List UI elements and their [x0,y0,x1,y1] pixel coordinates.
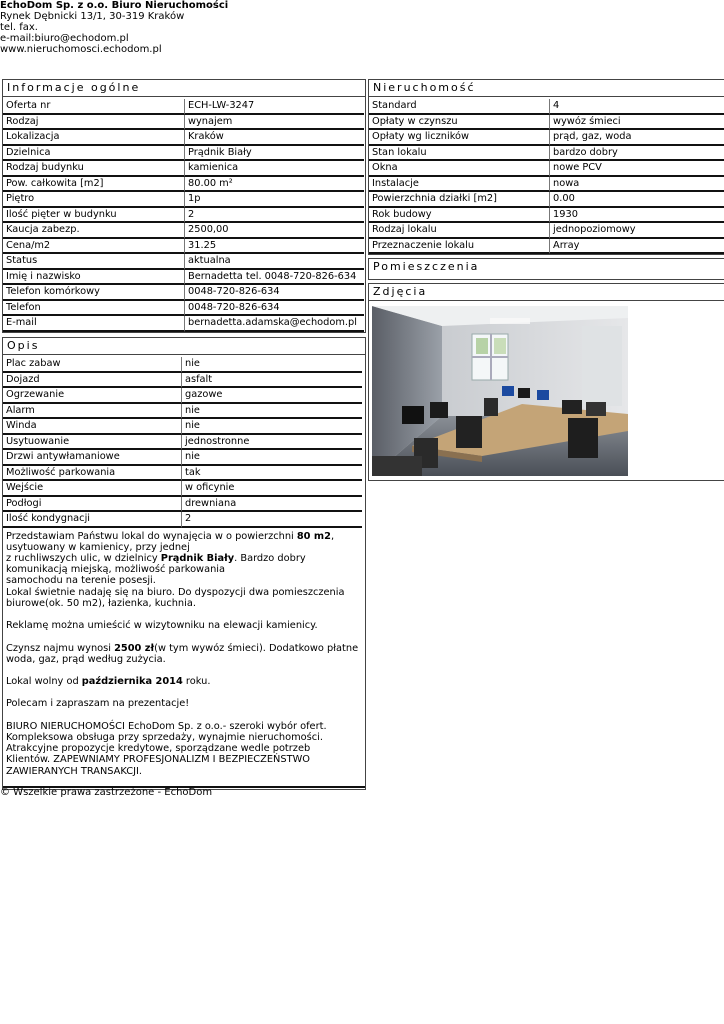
general-info-value: 0048-720-826-634 [184,301,364,317]
property-label: Rok budowy [369,208,549,224]
description-label: Ogrzewanie [3,388,181,404]
company-website: www.nieruchomosci.echodom.pl [0,44,162,55]
general-info-value: wynajem [184,115,364,131]
description-value: gazowe [181,388,362,404]
property-row [369,192,724,208]
general-info-value: kamienica [184,161,364,177]
property-section [368,79,724,255]
property-label: Powierzchnia działki [m2] [369,192,549,208]
property-label: Instalacje [369,177,549,193]
general-info-row [3,316,365,332]
description-value: nie [181,357,362,373]
general-info-value[interactable]: bernadetta.adamska@echodom.pl [184,316,364,332]
general-info-label: Piętro [3,192,184,208]
property-label: Przeznaczenie lokalu [369,239,549,255]
general-info-section [2,79,366,333]
description-row [3,481,365,497]
description-value: asfalt [181,373,362,389]
description-value: w oficynie [181,481,362,497]
description-row [3,466,365,482]
general-info-row [3,177,365,193]
description-value: nie [181,419,362,435]
property-row [369,208,724,224]
property-row [369,115,724,131]
general-info-value: 80.00 m² [184,177,364,193]
general-info-value: 31.25 [184,239,364,255]
property-label: Rodzaj lokalu [369,223,549,239]
description-row [3,512,365,528]
general-info-label: Oferta nr [3,99,184,115]
general-info-row [3,161,365,177]
description-row [3,357,365,373]
general-info-label: Telefon [3,301,184,317]
description-row [3,435,365,451]
property-label: Standard [369,99,549,115]
general-info-label: Kaucja zabezp. [3,223,184,239]
general-info-label: Cena/m2 [3,239,184,255]
property-label: Opłaty wg liczników [369,130,549,146]
general-info-label: Rodzaj budynku [3,161,184,177]
general-info-title: Informacje ogólne [3,80,365,97]
general-info-row [3,270,365,286]
property-value: jednopoziomowy [549,223,724,239]
property-value: Array [549,239,724,255]
property-value: bardzo dobry [549,146,724,162]
general-info-label: Pow. całkowita [m2] [3,177,184,193]
company-name: EchoDom Sp. z o.o. Biuro Nieruchomości [0,0,229,11]
copyright-footer: © Wszelkie prawa zastrzeżone - EchoDom [0,787,213,798]
general-info-label: Lokalizacja [3,130,184,146]
description-label: Dojazd [3,373,181,389]
property-label: Stan lokalu [369,146,549,162]
property-label: Opłaty w czynszu [369,115,549,131]
description-row [3,450,365,466]
description-value: jednostronne [181,435,362,451]
general-info-value: 0048-720-826-634 [184,285,364,301]
rooms-section [368,258,724,280]
general-info-row [3,223,365,239]
general-info-row [3,239,365,255]
general-info-row [3,146,365,162]
rooms-title: Pomieszczenia [373,260,480,273]
general-info-row [3,130,365,146]
general-info-label: Dzielnica [3,146,184,162]
general-info-row [3,192,365,208]
general-info-row [3,254,365,270]
property-title: Nieruchomość [369,80,724,97]
description-label: Usytuowanie [3,435,181,451]
description-label: Alarm [3,404,181,420]
general-info-label: Rodzaj [3,115,184,131]
description-row [3,419,365,435]
property-row [369,99,724,115]
description-label: Podłogi [3,497,181,513]
property-row [369,223,724,239]
office-photo[interactable] [372,306,628,476]
general-info-value: 1p [184,192,364,208]
general-info-value: Kraków [184,130,364,146]
general-info-row [3,208,365,224]
property-value: 1930 [549,208,724,224]
description-value: drewniana [181,497,362,513]
property-value: nowe PCV [549,161,724,177]
property-label: Okna [369,161,549,177]
company-email: e-mail:biuro@echodom.pl [0,33,129,44]
property-row [369,146,724,162]
property-value: wywóz śmieci [549,115,724,131]
property-row [369,161,724,177]
description-value: nie [181,450,362,466]
general-info-value: ECH-LW-3247 [184,99,364,115]
property-row [369,177,724,193]
general-info-label: Imię i nazwisko [3,270,184,286]
description-label: Drzwi antywłamaniowe [3,450,181,466]
general-info-label: E-mail [3,316,184,332]
description-value: 2 [181,512,362,528]
description-value: nie [181,404,362,420]
general-info-value: Prądnik Biały [184,146,364,162]
description-label: Winda [3,419,181,435]
property-value: nowa [549,177,724,193]
general-info-label: Status [3,254,184,270]
description-value: tak [181,466,362,482]
description-title: Opis [3,338,365,355]
general-info-label: Telefon komórkowy [3,285,184,301]
description-row [3,497,365,513]
property-value: 0.00 [549,192,724,208]
general-info-label: Ilość pięter w budynku [3,208,184,224]
description-row [3,373,365,389]
photos-title: Zdjęcia [369,284,724,301]
description-label: Ilość kondygnacji [3,512,181,528]
description-label: Wejście [3,481,181,497]
description-label: Możliwość parkowania [3,466,181,482]
property-row [369,130,724,146]
property-value: prąd, gaz, woda [549,130,724,146]
property-value: 4 [549,99,724,115]
general-info-row [3,301,365,317]
general-info-value: 2500,00 [184,223,364,239]
description-row [3,404,365,420]
general-info-value: 2 [184,208,364,224]
company-address: Rynek Dębnicki 13/1, 30-319 Kraków [0,11,185,22]
description-row [3,388,365,404]
general-info-value: Bernadetta tel. 0048-720-826-634 [184,270,364,286]
general-info-row [3,115,365,131]
agency-header [0,0,228,55]
property-row [369,239,724,255]
description-section [2,337,366,790]
general-info-row [3,99,365,115]
general-info-value: aktualna [184,254,364,270]
company-phone: tel. fax. [0,22,38,33]
description-label: Plac zabaw [3,357,181,373]
general-info-row [3,285,365,301]
description-text: Przedstawiam Państwu lokal do wynajęcia w o powierzchni 80 m2, usytuowany w kamienicy, przy jednej z ruchliwszych ulic, w dzielnicy Prądnik Biały. Bardzo dobry komunikacją miejską, możliwość parkowania samochodu na terenie posesji. Lokal świetnie nadaję się na biuro. Do dyspozycji dwa pomieszczenia biurowe(ok. 50 m2), łazienka, kuchnia. Reklamę można umieścić w wizytowniku na elewacji kamienicy. Czynsz najmu wynosi 2500 zł(w tym wywóz śmieci). Dodatkowo płatne woda, gaz, prąd według zużycia. Lokal wolny od października 2014 roku. Polecam i zapraszam na prezentacje! BIURO NIERUCHOMOŚCI EchoDom Sp. z o.o.- szeroki wybór ofert. Kompleksowa obsługa przy sprzedaży, wynajmie nieruchomości. Atrakcyjne propozycje kredytowe, sporządzane wedle potrzeb Klientów. ZAPEWNIAMY PROFESJONALIZM I BEZPIECZEŃSTWO ZAWIERANYCH TRANSAKCJI. [6,530,359,777]
